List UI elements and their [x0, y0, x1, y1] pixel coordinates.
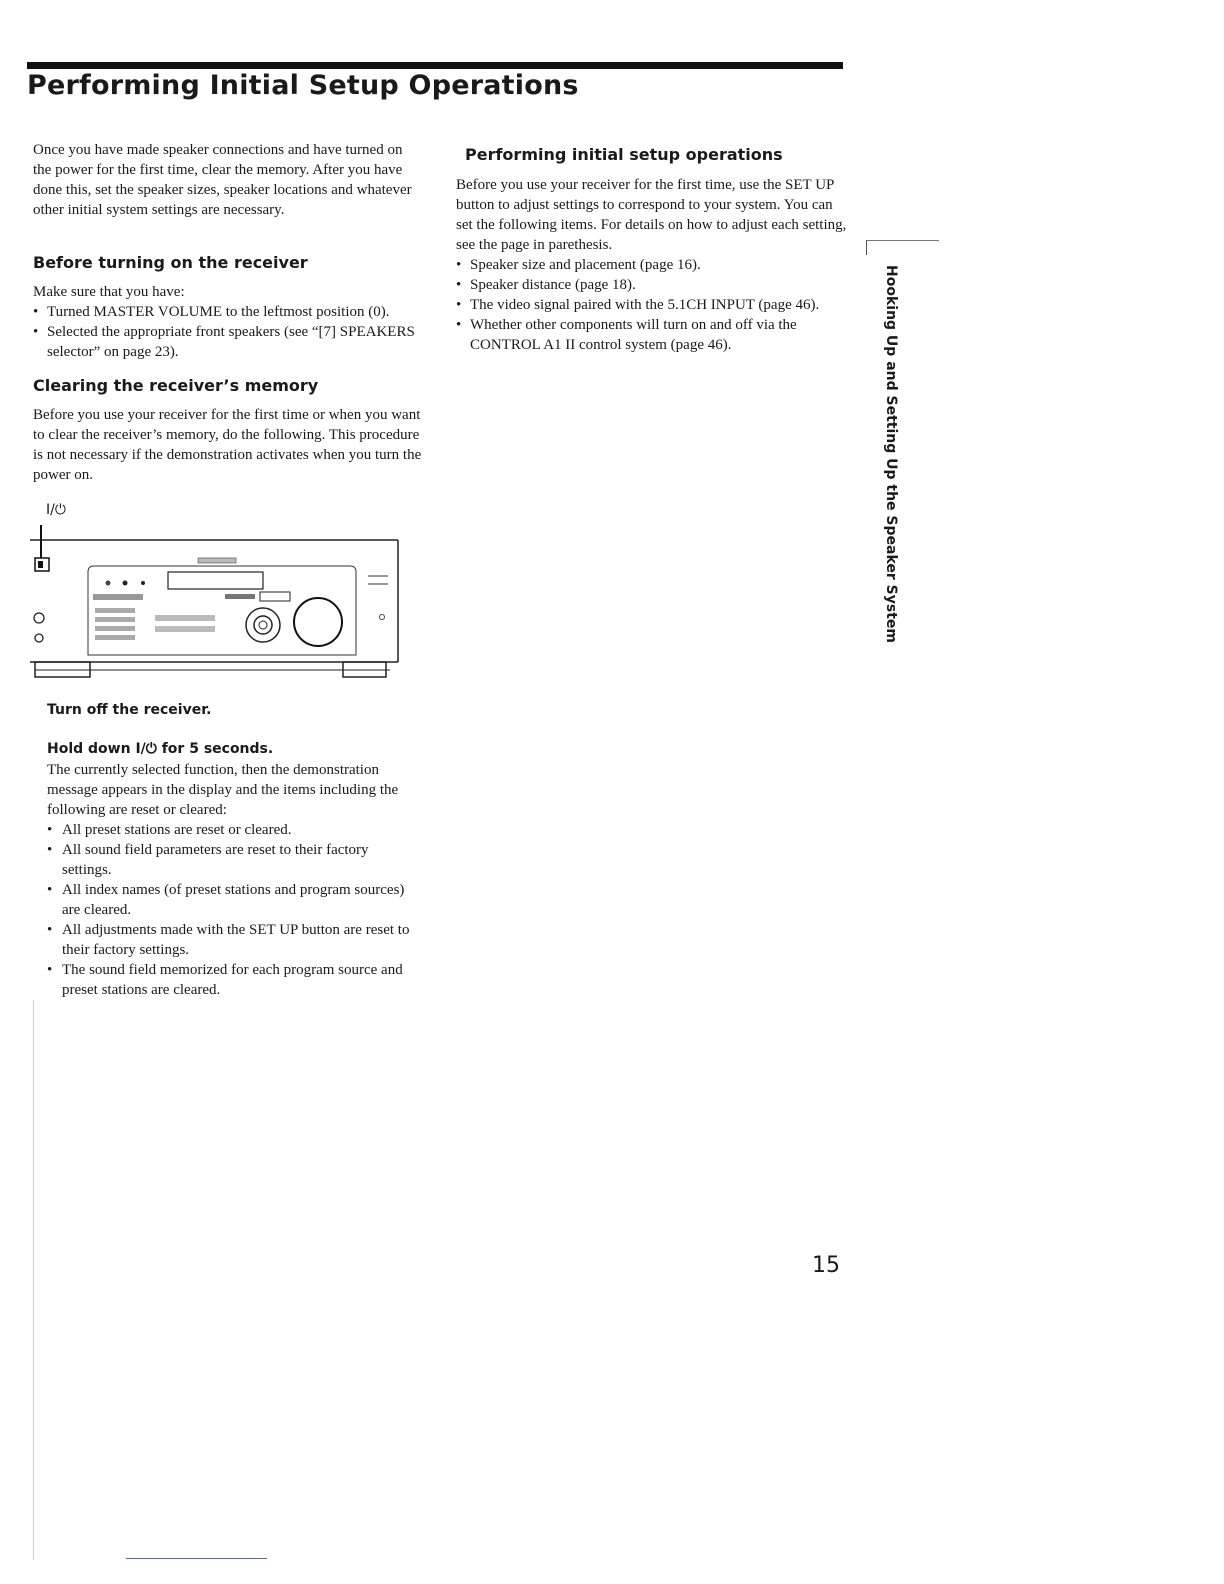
step-2-list — [47, 820, 417, 1000]
list-item: • Turned MASTER VOLUME to the leftmost position (0). — [33, 302, 423, 322]
list-item: • The sound field memorized for each program source and preset stations are cleared. — [47, 960, 417, 1000]
step-2-text: The currently selected function, then the demonstration message appears in the display and the items including the following are reset or cleared: — [47, 762, 399, 818]
setup-operations-section — [456, 145, 851, 355]
side-section-tab — [875, 265, 903, 645]
receiver-front-panel-illustration — [30, 520, 402, 680]
before-turning-on-lead: Make sure that you have: — [33, 284, 185, 300]
list-item: • Speaker distance (page 18). — [456, 275, 851, 295]
list-item: • All sound field parameters are reset to their factory settings. — [47, 840, 417, 880]
step-2-title: Hold down I/⏻ for 5 seconds. — [47, 741, 274, 757]
setup-operations-list — [456, 255, 851, 355]
list-item: • All preset stations are reset or cleared. — [47, 820, 417, 840]
step-2-body — [47, 760, 417, 1000]
before-turning-on-section — [33, 282, 423, 362]
clearing-memory-paragraph: Before you use your receiver for the first time or when you want to clear the receiver’s memory, do the following. This procedure is not necessary if the demonstration activates when you turn the power on. — [33, 407, 422, 483]
margin-line — [33, 1000, 34, 1560]
list-item: • The video signal paired with the 5.1CH INPUT (page 46). — [456, 295, 851, 315]
side-tab-label: Hooking Up and Setting Up the Speaker System — [883, 265, 899, 643]
before-turning-on-heading: Before turning on the receiver — [33, 253, 308, 272]
page-title: Performing Initial Setup Operations — [27, 70, 579, 101]
power-button-label: I/⏻ — [46, 502, 66, 518]
page-number: 15 — [812, 1253, 840, 1278]
side-tab-marker — [866, 240, 939, 255]
list-item: • Selected the appropriate front speakers (see “[7] SPEAKERS selector” on page 23). — [33, 322, 423, 362]
list-item: • Speaker size and placement (page 16). — [456, 255, 851, 275]
list-item: • All adjustments made with the SET UP button are reset to their factory settings. — [47, 920, 417, 960]
bottom-rule — [126, 1558, 267, 1559]
setup-operations-paragraph: Before you use your receiver for the first time, use the SET UP button to adjust settings to correspond to your system. You can set the following items. For details on how to adjust each setting, see the page in parethesis. — [456, 177, 847, 253]
before-turning-on-list — [33, 302, 423, 362]
list-item: • All index names (of preset stations and program sources) are cleared. — [47, 880, 417, 920]
clearing-memory-heading: Clearing the receiver’s memory — [33, 376, 319, 395]
intro-paragraph: Once you have made speaker connections and have turned on the power for the first time, clear the memory. After you have done this, set the speaker sizes, speaker locations and whatever other initial system settings are necessary. — [33, 142, 412, 218]
top-rule — [27, 62, 843, 69]
step-1: Turn off the receiver. — [47, 702, 212, 718]
list-item: • Whether other components will turn on and off via the CONTROL A1 II control system (page 46). — [456, 315, 851, 355]
setup-operations-heading: Performing initial setup operations — [465, 145, 783, 164]
